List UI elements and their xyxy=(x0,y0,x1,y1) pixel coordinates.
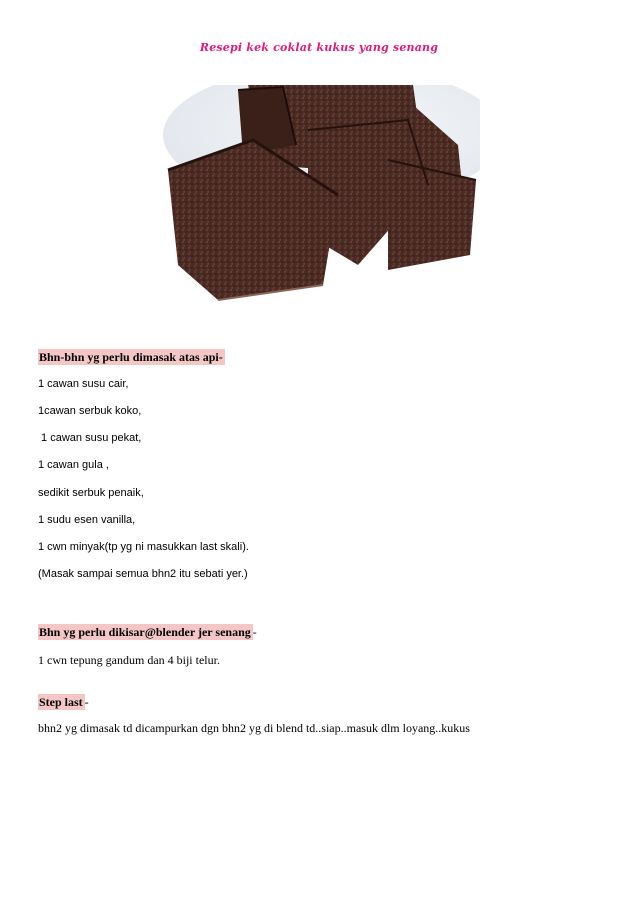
chocolate-cake-photo xyxy=(158,85,480,306)
section-step-heading-text: Step last xyxy=(39,695,83,709)
section-step-heading xyxy=(38,695,89,710)
ingredient-note: (Masak sampai semua bhn2 itu sebati yer.) xyxy=(38,568,248,580)
step-instructions-text: bhn2 yg dimasak td dicampurkan dgn bhn2 yg di blend td..siap..masuk dlm loyang..kukus xyxy=(38,721,470,735)
ingredient-line: 1cawan serbuk koko, xyxy=(38,405,142,417)
section-blend-heading-suffix: - xyxy=(252,625,257,639)
section-blend-heading xyxy=(38,625,257,640)
section-ingredients-heading-text: Bhn-bhn yg perlu dimasak atas api- xyxy=(39,350,223,364)
blend-ingredients-text: 1 cwn tepung gandum dan 4 biji telur. xyxy=(38,653,220,667)
ingredient-line: 1 cawan susu cair, xyxy=(38,378,129,390)
ingredient-line: 1 cwn minyak(tp yg ni masukkan last skali). xyxy=(38,541,249,553)
ingredient-line: 1 cawan susu pekat, xyxy=(38,432,142,444)
section-blend-heading-text: Bhn yg perlu dikisar@blender jer senang xyxy=(39,625,251,639)
section-step-heading-suffix: - xyxy=(84,695,89,709)
ingredient-line: 1 cawan gula , xyxy=(38,459,109,471)
ingredient-line: sedikit serbuk penaik, xyxy=(38,487,144,499)
ingredient-line: 1 sudu esen vanilla, xyxy=(38,514,136,526)
page-title: Resepi kek coklat kukus yang senang xyxy=(199,41,439,54)
section-ingredients-heading xyxy=(38,350,225,365)
